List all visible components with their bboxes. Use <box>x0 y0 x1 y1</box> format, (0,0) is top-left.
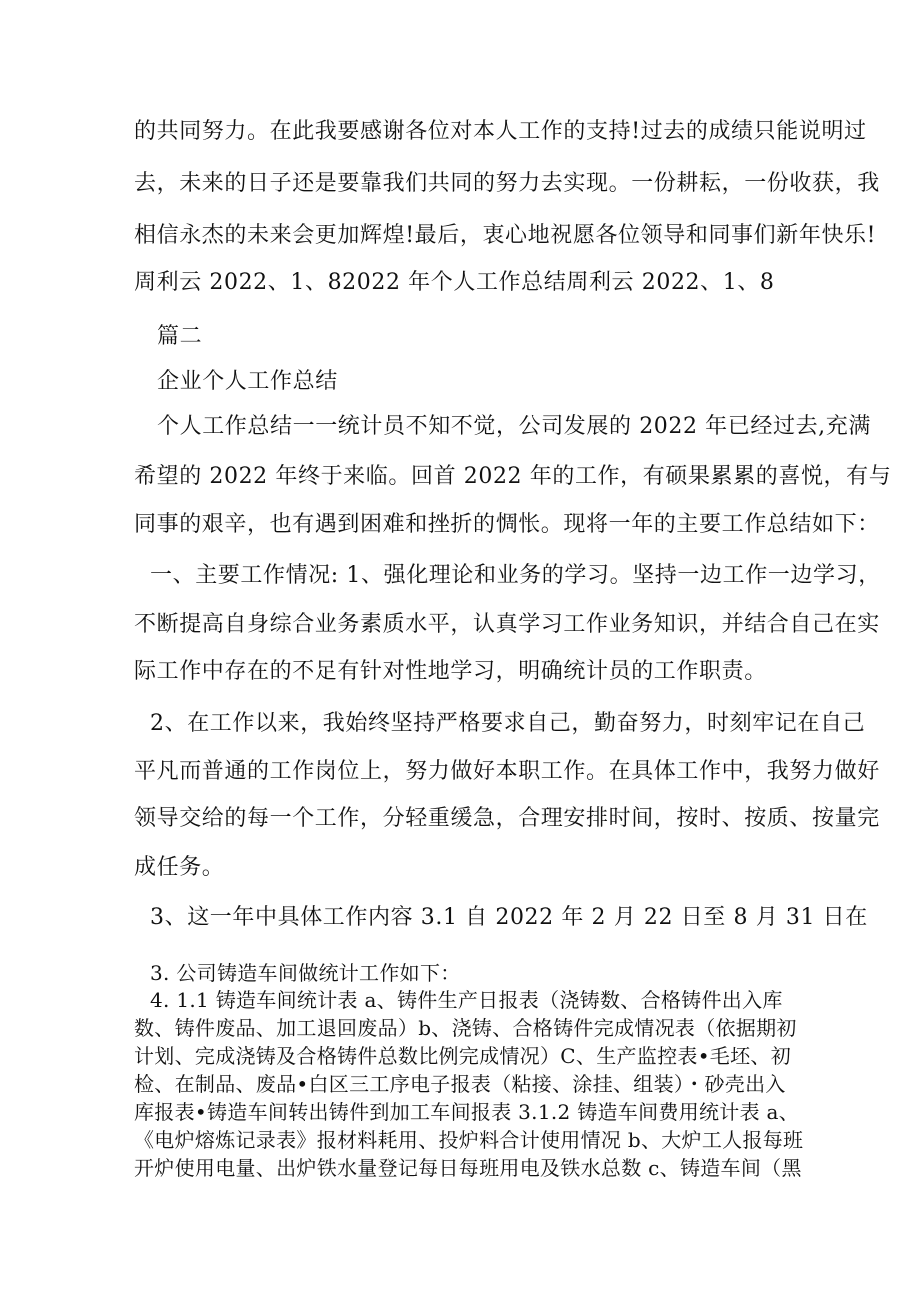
text-line: 《电炉熔炼记录表》报材料耗用、投炉料合计使用情况 b、大炉工人报每班 <box>134 1128 804 1152</box>
list-item: 4. 1.1 铸造车间统计表 a、铸件生产日报表（浇铸数、合格铸件出入库 <box>150 988 783 1012</box>
document-title: 企业个人工作总结 <box>157 369 338 394</box>
text-line: 周利云 2022、1、82022 年个人工作总结周利云 2022、1、8 <box>134 270 775 295</box>
section-label: 篇二 <box>157 324 203 349</box>
text-line: 个人工作总结一一统计员不知不觉，公司发展的 2022 年已经过去,充满 <box>157 414 871 439</box>
text-line: 计划、完成浇铸及合格铸件总数比例完成情况）C、生产监控表•毛坯、初 <box>134 1044 791 1068</box>
text-line: 检、在制品、废品•白区三工序电子报表（粘接、涂挂、组装）・砂壳出入 <box>134 1072 786 1096</box>
text-line: 2、在工作以来，我始终坚持严格要求自己，勤奋努力，时刻牢记在自己 <box>150 711 866 736</box>
text-line: 平凡而普通的工作岗位上，努力做好本职工作。在具体工作中，我努力做好 <box>134 759 880 784</box>
text-line: 去，未来的日子还是要靠我们共同的努力去实现。一份耕耘，一份收获，我 <box>134 171 880 196</box>
text-line: 的共同努力。在此我要感谢各位对本人工作的支持!过去的成绩只能说明过 <box>134 119 867 144</box>
text-line: 同事的艰辛，也有遇到困难和挫折的惆怅。现将一年的主要工作总结如下： <box>134 512 880 537</box>
text-line: 领导交给的每一个工作，分轻重缓急，合理安排时间，按时、按质、按量完 <box>134 806 880 831</box>
text-line: 数、铸件废品、加工退回废品）b、浇铸、合格铸件完成情况表（依据期初 <box>134 1016 797 1040</box>
list-item: 3. 公司铸造车间做统计工作如下： <box>150 961 461 985</box>
text-line: 希望的 2022 年终于来临。回首 2022 年的工作，有硕果累累的喜悦，有与 <box>134 464 892 489</box>
text-line: 相信永杰的未来会更加辉煌!最后，衷心地祝愿各位领导和同事们新年快乐! <box>134 223 877 248</box>
text-line: 库报表•铸造车间转出铸件到加工车间报表 3.1.2 铸造车间费用统计表 a、 <box>134 1100 800 1124</box>
text-line: 成任务。 <box>134 855 225 880</box>
text-line: 开炉使用电量、出炉铁水量登记每日每班用电及铁水总数 c、铸造车间（黑 <box>134 1156 802 1180</box>
text-line: 际工作中存在的不足有针对性地学习，明确统计员的工作职责。 <box>134 659 767 684</box>
text-line: 不断提高自身综合业务素质水平，认真学习工作业务知识，并结合自己在实 <box>134 612 880 637</box>
text-line: 3、这一年中具体工作内容 3.1 自 2022 年 2 月 22 日至 8 月 31 日在 <box>150 905 868 930</box>
text-line: 一、主要工作情况: 1、强化理论和业务的学习。坚持一边工作一边学习， <box>150 563 881 588</box>
